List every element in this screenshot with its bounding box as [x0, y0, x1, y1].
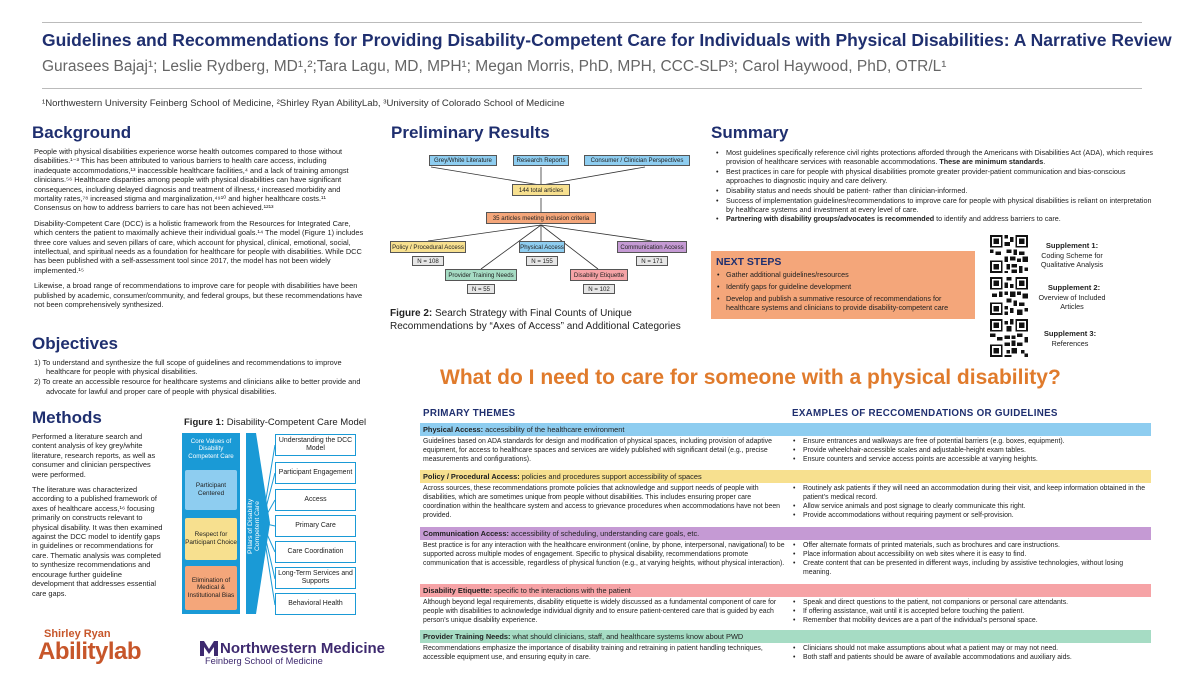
- pillar-connector-lines: [262, 433, 276, 614]
- summary-heading: Summary: [711, 123, 789, 142]
- objectives-list: [34, 358, 364, 397]
- flow-count-etiquette: N = 102: [583, 284, 615, 294]
- theme-examples: [791, 438, 1153, 465]
- summary-item: • Success of implementation guidelines/recommendations to improve care for people with physical disabilities is reliant on interpretation by healthcare systems and investment at every level of care.: [714, 196, 1154, 214]
- theme-description: Although beyond legal requirements, disability etiquette is widely discussed as a fundamental component of care for people with disabilities to acknowledge individual dignity and to ensure patient-centered care that is guided by each person’s unique disability experience.: [423, 599, 777, 624]
- theme-description: Recommendations emphasize the importance of disability training and retraining in patient handling techniques, accessible equipment use, and ensuring equity in care.: [423, 645, 763, 661]
- examples-header: EXAMPLES OF RECCOMENDATIONS OR GUIDELINES: [792, 408, 1058, 419]
- pillar-primary-care: Primary Care: [275, 515, 356, 537]
- theme-description: Across sources, these recommendations promote policies that acknowledge and support needs of people with disabilities, which are sometimes unique from people without disabilities. This includes ensuring proper care coordination within the healthcare system and access to grievance procedures when accommodations have not been provided.: [423, 485, 780, 519]
- example-item: • Allow service animals and post signage to clearly communicate this right.: [791, 503, 1153, 512]
- example-item: • Ensure counters and service access points are accessible at varying heights.: [791, 456, 1153, 465]
- pillar-participant-engagement: Participant Engagement: [275, 462, 356, 484]
- next-steps-heading: NEXT STEPS: [716, 256, 782, 268]
- methods-paragraph-1: Performed a literature search and content analysis of key grey/white literature, research reports, as well as consumer and clinician perspectives were performed.: [32, 432, 156, 479]
- core-value-eliminate-bias: Elimination of Medical & Institutional Bias: [185, 566, 237, 610]
- northwestern-logo-icon: [200, 641, 218, 656]
- pillar-dcc-model: Understanding the DCC Model: [275, 434, 356, 456]
- pillar-access: Access: [275, 489, 356, 511]
- flow-count-training: N = 55: [467, 284, 495, 294]
- supplement-2-link[interactable]: Overview of Included Articles: [1038, 293, 1106, 311]
- core-values-title: Core Values of Disability Competent Care: [188, 438, 234, 460]
- flow-count-policy: N = 108: [412, 256, 444, 266]
- summary-item: • Disability status and needs should be patient- rather than clinician-informed.: [714, 186, 1154, 195]
- flow-category-etiquette: Disability Etiquette: [570, 269, 628, 281]
- theme-examples: [791, 542, 1153, 578]
- top-divider: [42, 22, 1142, 23]
- core-value-respect-choice: Respect for Participant Choice: [185, 518, 237, 560]
- background-paragraph-1: People with physical disabilities experience worse health outcomes compared to those without disabilities.¹⁻³ This has been attributed to various barriers to health care access, including inadequate accommodations,¹³ inaccessible healthcare facilities,⁴ and a lack of training amongst clinicians.⁵⁶ Healthcare disparities among people with physical disabilities can have significant consequences, including delayed diagnosis and treatment of illness,⁴ increased morbidity and mortality rates,⁷⁸ increased stigma and marginalization,⁴⁹¹⁰ and higher healthcare costs.¹¹ Consensus on how to address barriers to care has not been achieved.¹²¹³: [34, 147, 349, 213]
- pillar-ltss: Long-Term Services and Supports: [275, 567, 356, 589]
- flow-count-physical: N = 155: [526, 256, 558, 266]
- methods-heading: Methods: [32, 408, 102, 427]
- example-item: • Offer alternate formats of printed materials, such as brochures and care instructions.: [791, 542, 1153, 551]
- example-item: • Create content that can be presented in different ways, including by assistive technologies, without losing meaning.: [791, 560, 1153, 578]
- flow-category-physical: Physical Access: [519, 241, 565, 253]
- methods-paragraph-2: The literature was characterized according to a published framework of axes of healthcare access,¹⁶ focusing primarily on constructs relevant to physical disability. It was then examined against the DCC model to identify gaps in guidelines or recommendations for care. Thematic analysis was completed to synthesize recommendations and encourage further guideline development that addresses essential care gaps.: [32, 485, 163, 598]
- shirley-ryan-logo-top: Shirley Ryan: [44, 628, 111, 640]
- results-heading: Preliminary Results: [391, 123, 550, 142]
- primary-themes-header: PRIMARY THEMES: [423, 408, 516, 419]
- supplement-1-link[interactable]: Coding Scheme for Qualitative Analysis: [1040, 251, 1104, 269]
- poster-title: Guidelines and Recommendations for Providing Disability-Competent Care for Individuals with Physical Disabilities: A Narrative Review: [42, 30, 1172, 50]
- background-heading: Background: [32, 123, 132, 142]
- flow-category-communication: Communication Access: [617, 241, 687, 253]
- objective-item: 1) To understand and synthesize the full scope of guidelines and recommendations to improve healthcare for people with physical disabilities.: [34, 358, 342, 377]
- figure-1-caption: Figure 1: Disability-Competent Care Model: [184, 417, 367, 428]
- flow-included-articles: 35 articles meeting inclusion criteria: [486, 212, 596, 224]
- next-steps-list: [716, 271, 972, 316]
- supplement-3-link[interactable]: References: [1051, 339, 1089, 348]
- northwestern-medicine-logo: Northwestern Medicine: [220, 640, 386, 657]
- theme-physical-access: Physical Access: accessibility of the healthcare environment: [420, 423, 1151, 436]
- methods-text: [32, 432, 166, 604]
- next-step-item: • Gather additional guidelines/resources: [716, 271, 972, 280]
- example-item: • Ensure entrances and walkways are free of potential barriers (e.g. boxes, equipment).: [791, 438, 1153, 447]
- qr-code-icon[interactable]: [990, 277, 1028, 315]
- supplement-2-title: Supplement 2:: [1047, 283, 1101, 292]
- objectives-heading: Objectives: [32, 334, 118, 353]
- flow-count-communication: N = 171: [636, 256, 668, 266]
- objective-item: 2) To create an accessible resource for healthcare systems and clinicians alike to better provide and advocate for lawful and proper care of people with physical disabilities.: [34, 377, 361, 396]
- abilitylab-logo: Abilitylab: [38, 638, 142, 665]
- background-paragraph-2: Disability-Competent Care (DCC) is a holistic framework from the Resources for Integrated Care, which centers the patient to maximally achieve their individual goals.¹⁴ The model (Figure 1) includes three core values and seven pillars of care, which account for physical, clinical, emotional, social, intellectual, and spiritual needs as a foundation for healthcare for people with disabilities. While DCC has been published with a self-assessment tool since 2017, the model has not been widely implemented.¹⁵: [34, 218, 364, 275]
- summary-item: • Best practices in care for people with physical disabilities promote greater provider-patient communication and bias-conscious approaches to diagnostic inquiry and care delivery.: [714, 167, 1154, 185]
- theme-disability-etiquette: Disability Etiquette: specific to the interactions with the patient: [420, 584, 1151, 597]
- feinberg-logo-text: Feinberg School of Medicine: [205, 656, 323, 666]
- flowchart-connectors: [390, 150, 710, 300]
- affiliations: ¹Northwestern University Feinberg School of Medicine, ²Shirley Ryan AbilityLab, ³University of Colorado School of Medicine: [42, 98, 565, 109]
- theme-examples: [791, 485, 1153, 521]
- supplement-3-title: Supplement 3:: [1043, 329, 1097, 338]
- example-item: • Place information about accessibility on web sites where it is easy to find.: [791, 551, 1153, 560]
- theme-policy-access: Policy / Procedural Access: policies and procedures support accessibility of spaces: [420, 470, 1151, 483]
- header-divider: [42, 88, 1142, 89]
- example-item: • Both staff and patients should be aware of available accommodations and auxiliary aids.: [791, 654, 1153, 663]
- theme-communication-access: Communication Access: accessibility of scheduling, understanding care goals, etc.: [420, 527, 1151, 540]
- theme-examples: [791, 645, 1153, 663]
- supplement-1-title: Supplement 1:: [1045, 241, 1099, 250]
- theme-examples: [791, 599, 1153, 626]
- example-item: • Remember that mobility devices are a part of the individual’s personal space.: [791, 617, 1153, 626]
- background-text: [34, 147, 364, 316]
- author-list: Gurasees Bajaj¹; Leslie Rydberg, MD¹,²;Tara Lagu, MD, MPH¹; Megan Morris, PhD, MPH, CCC-SLP³; Carol Haywood, PhD, OTR/L¹: [42, 58, 947, 75]
- qr-code-icon[interactable]: [990, 235, 1028, 273]
- pillar-behavioral-health: Behavioral Health: [275, 593, 356, 615]
- flow-source-grey-white: Grey/White Literature: [429, 155, 497, 166]
- next-step-item: • Develop and publish a summative resource of recommendations for healthcare systems and clinicians to provide disability-competent care: [716, 295, 972, 313]
- summary-item: • Most guidelines specifically reference civil rights protections afforded through the Americans with Disabilities Act (ADA), which requires provision of healthcare services with reasonable accommodations. These are minimum standards.: [714, 148, 1154, 166]
- flow-total-articles: 144 total articles: [512, 184, 570, 196]
- flow-category-policy: Policy / Procedural Access: [390, 241, 466, 253]
- pillars-label: Pillars of Disability Competent Care: [247, 498, 262, 554]
- pillar-care-coordination: Care Coordination: [275, 541, 356, 563]
- example-item: • If offering assistance, wait until it is accepted before touching the patient.: [791, 608, 1153, 617]
- example-item: • Speak and direct questions to the patient, not companions or personal care attendants.: [791, 599, 1153, 608]
- next-step-item: • Identify gaps for guideline development: [716, 283, 972, 292]
- theme-description: Best practice is for any interaction with the healthcare environment (online, by phone, interpersonal, navigational) to be supported across multiple modes of engagement. Specific to physical disability, recommendations promote communication that is accessible, regardless of physical function (e.g., at varying heights, without physical interaction).: [423, 542, 785, 567]
- theme-provider-training: Provider Training Needs: what should clinicians, staff, and healthcare systems know about PWD: [420, 630, 1151, 643]
- flow-category-training: Provider Training Needs: [445, 269, 517, 281]
- example-item: • Provide accommodations without requiring payment or self-provision.: [791, 512, 1153, 521]
- summary-list: [714, 148, 1154, 224]
- flow-source-research: Research Reports: [513, 155, 569, 166]
- qr-code-icon[interactable]: [990, 319, 1028, 357]
- theme-description: Guidelines based on ADA standards for design and modification of physical spaces, including provision of adaptive equipment, for access to healthcare spaces and services are widely published with significant detail (e.g., precise measurements and configurations).: [423, 438, 772, 463]
- figure-2-caption: Figure 2: Search Strategy with Final Counts of Unique Recommendations by “Axes of Access” and Additional Categories: [390, 308, 681, 332]
- flow-source-perspectives: Consumer / Clinician Perspectives: [584, 155, 690, 166]
- example-item: • Provide wheelchair-accessible scales and adjustable-height exam tables.: [791, 447, 1153, 456]
- example-item: • Routinely ask patients if they will need an accommodation during their visit, and keep information obtained in the patient’s medical record.: [791, 485, 1153, 503]
- example-item: • Clinicians should not make assumptions about what a patient may or may not need.: [791, 645, 1153, 654]
- core-value-participant-centered: Participant Centered: [185, 470, 237, 510]
- summary-item: • Partnering with disability groups/advocates is recommended to identify and address barriers to care.: [714, 214, 1154, 223]
- background-paragraph-3: Likewise, a broad range of recommendations to improve care for people with disabilities have been published by academic, consumer/community, and federal groups, but these recommendations have not been comprehensively synthesized.: [34, 281, 363, 310]
- care-question-heading: What do I need to care for someone with a physical disability?: [440, 366, 1061, 389]
